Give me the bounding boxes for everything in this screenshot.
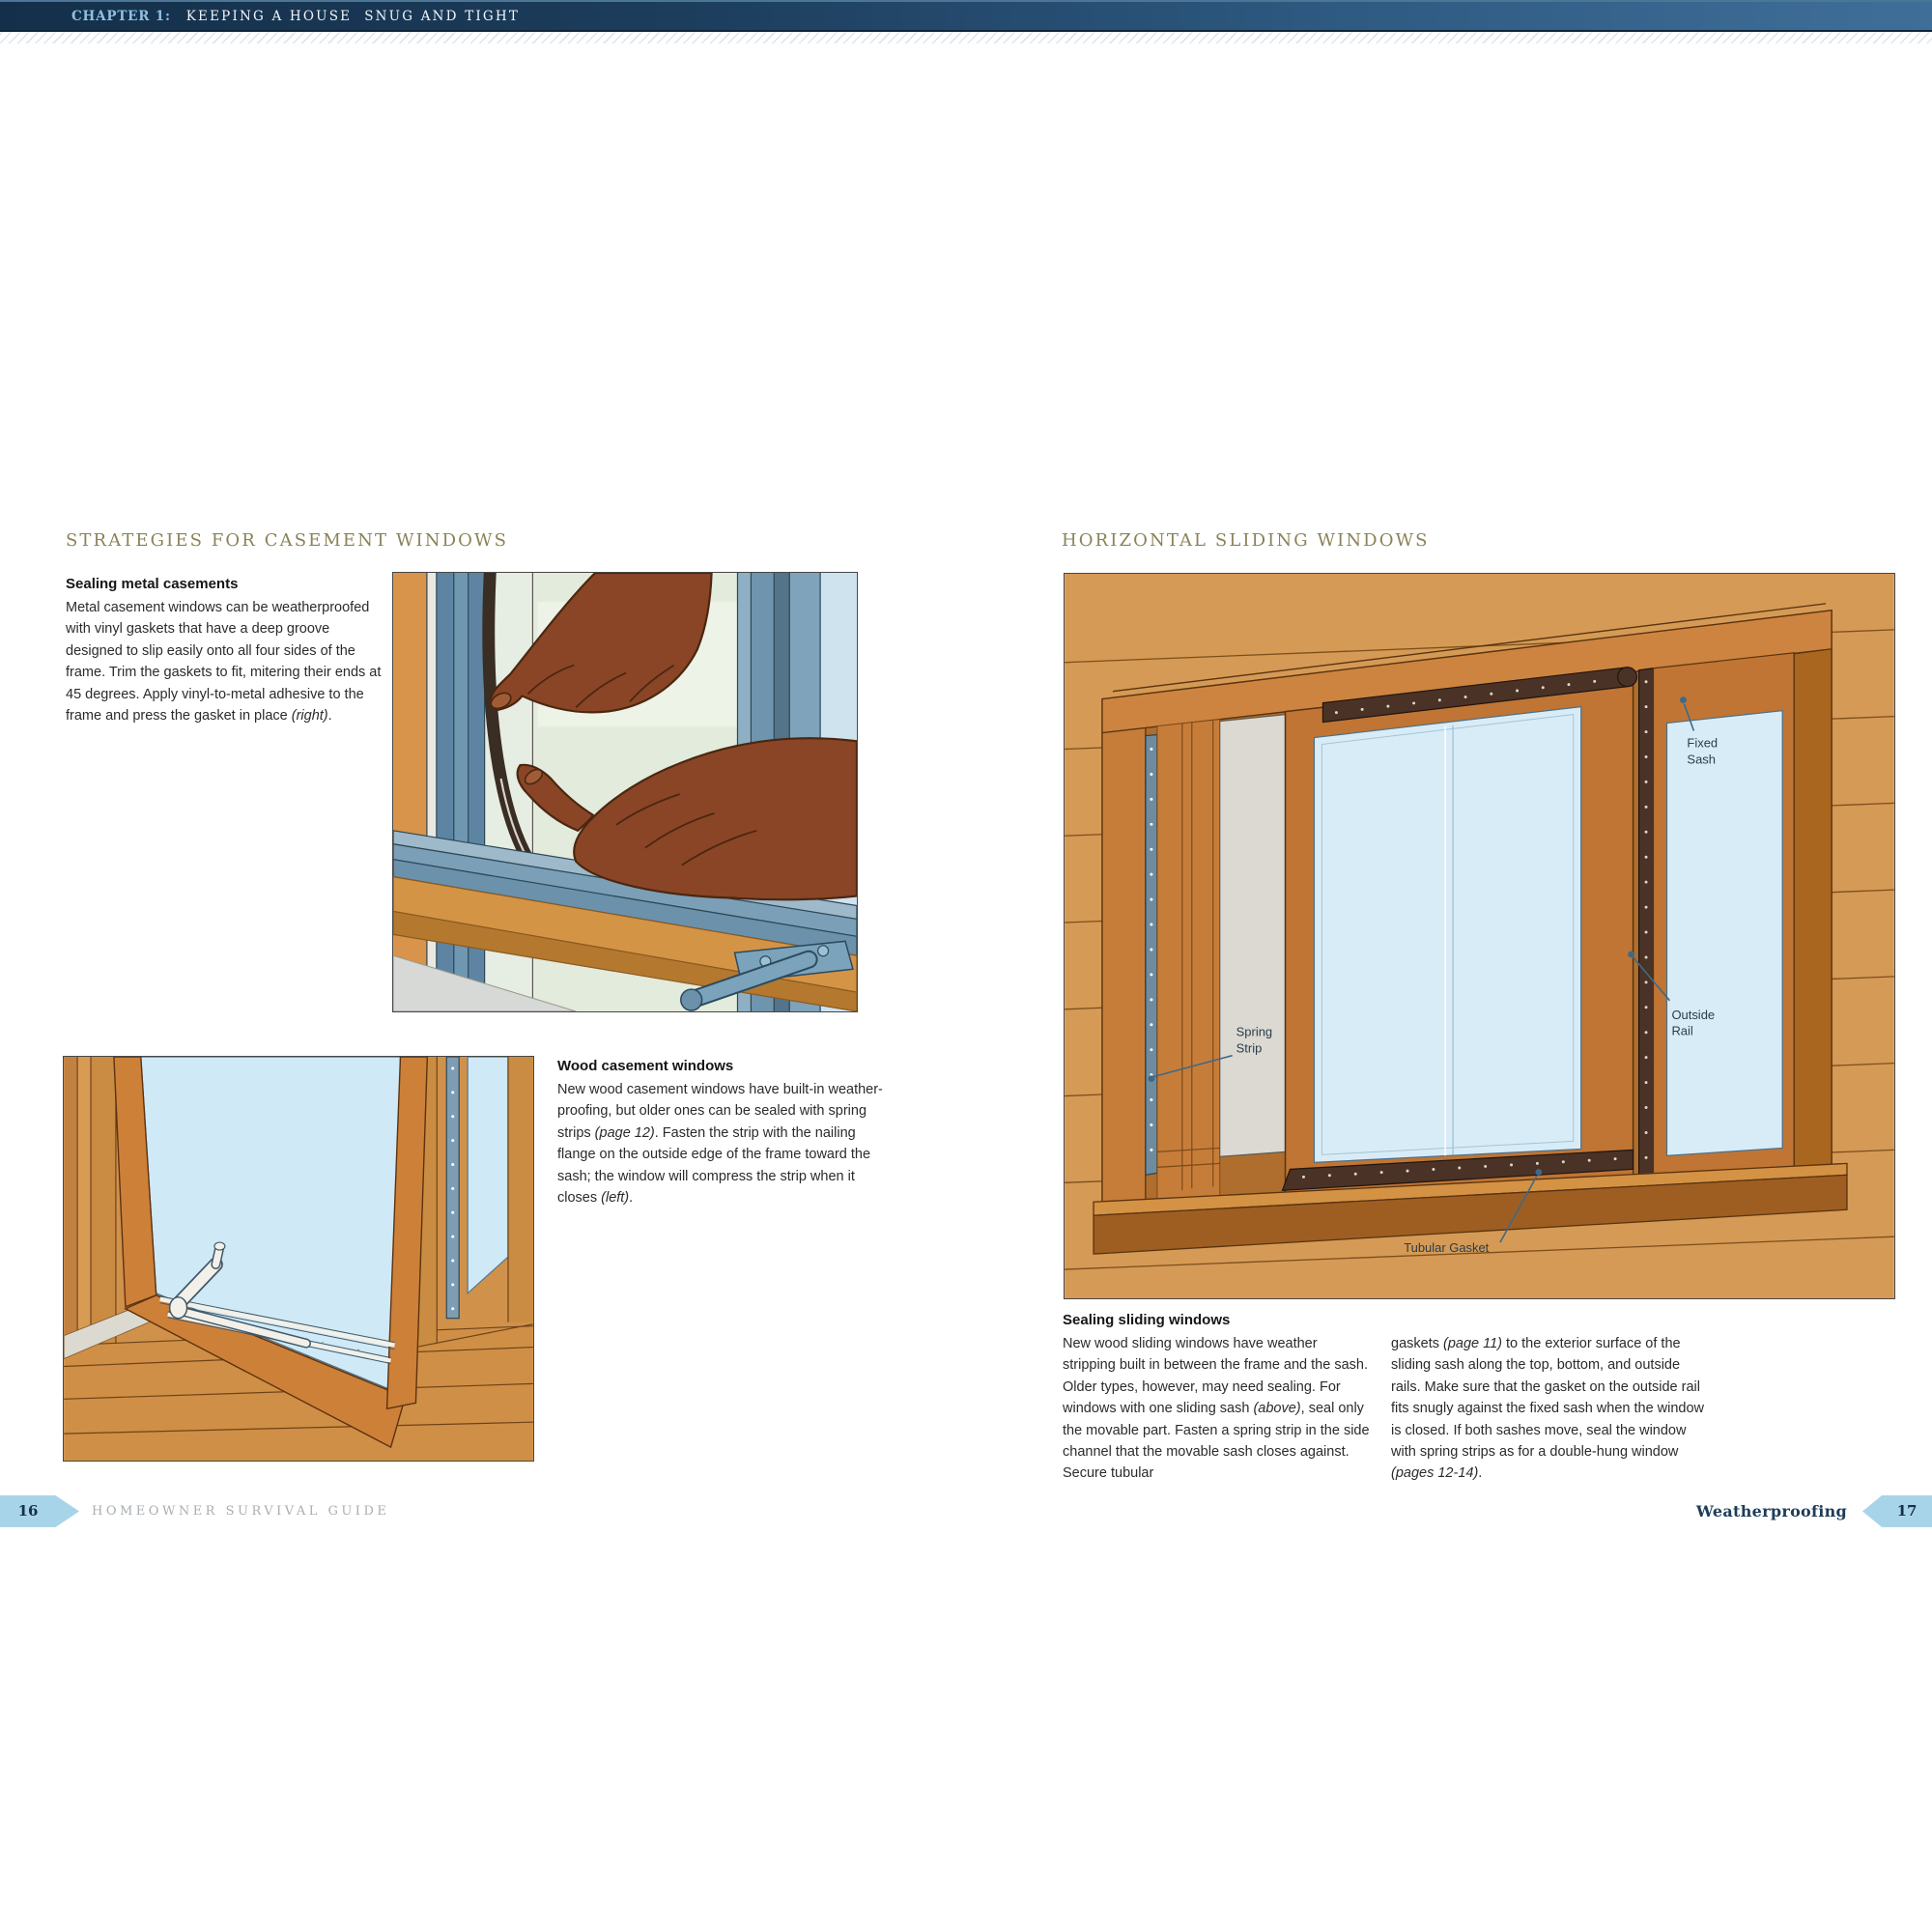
right-page-heading: HORIZONTAL SLIDING WINDOWS bbox=[1062, 530, 1430, 551]
section-wood-casement-windows bbox=[557, 1056, 886, 1208]
chapter-header-bar bbox=[0, 0, 1932, 32]
section-title: Sealing sliding windows bbox=[1063, 1312, 1231, 1328]
section-body-column-1: New wood sliding windows have weather stripping built in between the frame and the sash. Older types, however, may need sealing. For windows with one sliding sash (above), seal only the movable part. Fasten a spring strip in the side channel that the movable sash closes against. Secure tubular bbox=[1063, 1336, 1370, 1482]
sliding-window-illustration bbox=[1064, 573, 1895, 1299]
section-sealing-metal-casements bbox=[66, 574, 389, 726]
wood-casement-graphic bbox=[64, 1057, 533, 1461]
label-tubular-gasket: Tubular Gasket bbox=[1404, 1240, 1490, 1256]
chapter-title: KEEPING A HOUSE SNUG AND TIGHT bbox=[185, 8, 521, 24]
spring-strip-graphic bbox=[1146, 735, 1157, 1176]
section-title: Wood casement windows bbox=[557, 1058, 734, 1074]
book-title: HOMEOWNER SURVIVAL GUIDE bbox=[92, 1504, 390, 1519]
footer-section-title: Weatherproofing bbox=[1695, 1502, 1847, 1520]
label-fixed-sash: Fixed Sash bbox=[1687, 735, 1719, 767]
section-title: Sealing metal casements bbox=[66, 576, 239, 592]
metal-casement-gasket-graphic bbox=[393, 573, 857, 1011]
metal-casement-gasket-illustration bbox=[392, 572, 858, 1012]
section-sealing-sliding-windows bbox=[1063, 1310, 1374, 1485]
channel-panel bbox=[1220, 715, 1286, 1157]
sliding-window-graphic bbox=[1065, 574, 1894, 1298]
section-body: New wood casement windows have built-in weather-proofing, but older ones can be sealed with spring strips (page 12). Fasten the strip with the nailing flange on the outside edge of the frame toward the sash; the window will compress the strip when it closes (left). bbox=[557, 1082, 883, 1207]
wood-casement-illustration bbox=[63, 1056, 534, 1462]
left-page-number: 16 bbox=[17, 1502, 39, 1520]
outside-rail-gasket bbox=[1639, 668, 1654, 1178]
sliding-sash bbox=[1286, 672, 1634, 1194]
section-sealing-sliding-windows-col2 bbox=[1391, 1333, 1710, 1485]
fixed-sash bbox=[1654, 653, 1795, 1175]
chapter-number-label: CHAPTER 1: bbox=[71, 8, 171, 24]
label-outside-rail: Outside Rail bbox=[1671, 1007, 1716, 1038]
right-page-number: 17 bbox=[1896, 1502, 1918, 1520]
label-spring-strip: Spring Strip bbox=[1236, 1024, 1273, 1056]
section-body-column-2: gaskets (page 11) to the exterior surface of the sliding sash along the top, bottom, and outside rails. Make sure that the gasket on the outside rail fits snugly against the fixed sash when the window is closed. If both sashes move, seal the window with spring strips as for a double-hung window (pages 12-14). bbox=[1391, 1336, 1705, 1482]
left-page-heading: STRATEGIES FOR CASEMENT WINDOWS bbox=[66, 530, 509, 551]
section-body: Metal casement windows can be weatherproofed with vinyl gaskets that have a deep groove designed to slip easily onto all four sides of the frame. Trim the gaskets to fit, mitering their ends at 45 degrees. Apply vinyl-to-metal adhesive to the frame and press the gasket in place (right). bbox=[66, 600, 382, 724]
